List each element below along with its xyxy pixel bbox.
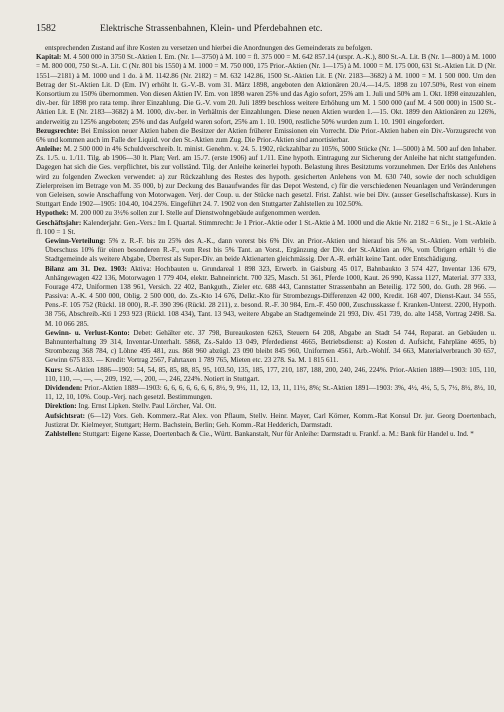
running-title: Elektrische Strassenbahnen, Klein- und Pferdebahnen etc. [100,23,323,34]
paragraph [36,209,496,218]
section-label: Geschäftsjahr: [36,218,82,227]
section-text: Bei Emission neuer Aktien haben die Besitzer der Aktien früherer Emissionen ein Vorrecht. Die Prior.-Aktien haben ein Div.-Vorzugsrecht von 6% und kommen auch im Falle der Liquid. vor den St.-Aktien zum Zug. Die Prior.-Aktien sind amortisierbar. [36,126,496,144]
paragraph [36,265,496,329]
paragraph [36,53,496,127]
section-label: Gewinn- u. Verlust-Konto: [45,328,130,337]
paragraph [36,44,496,53]
section-text: Prior.-Aktien 1889—1903: 6, 6, 6, 6, 6, 6, 6, 8½, 9, 9½, 11, 12, 13, 11, 11½, 8%; St.-Aktien 1891—1903: 3%, 4½, 4½, 5, 5, 7½, 8½, 8½, 10, 11, 12, 10, 10%. Coup.-Verj. nach gesetzl. Bestimmungen. [45,383,496,402]
paragraph [36,127,496,145]
section-label: Bilanz am 31. Dez. 1903: [45,264,127,273]
section-label: Kapital: [36,53,62,62]
paragraph [36,402,496,411]
section-label: Hypothek: [36,209,69,218]
section-text: 5% z. R.-F. bis zu 25% des A.-K., dann vorerst bis 6% Div. an Prior.-Aktien und hierauf bis 5% an St.-Aktien. Vom verbleib. Überschuss 10% für einen besonderen R.-F., vom Rest bis 5% Tant. an Vorst., Ergänzung der Div. der St.-Aktien an 6%, vom Übrigen erhält ½ die Stadtgemeinde als weitere Abgabe, Überrest als Super-Div. an beide Aktienarten gleichmässig. Der A.-R. erhält keine Tant. oder Entschädigung. [45,236,496,264]
section-label: Dividenden: [45,383,83,392]
section-text: M. 2 500 000 in 4% Schuldverschreib. lt. minist. Genehm. v. 24. 5. 1902, rückzahlbar zu 105%, 5000 Stücke (Nr. 1—5000) à M. 500 auf den Inhaber. Zs. 1./5. u. 1./11. Tilg. ab 1906—30 lt. Plan; Verl. am 15./7. (erste 1906) auf 1./11. Eine hypoth. Eintragung zur Sicherung der Anleihe hat nicht stattgefunden. Dagegen hat sich die Ges. verpflichtet, bis zur vollständ. Tilg. der Anleihe keinerlei hypoth. Belastung ihres Besitztums vorzunehmen. Der Erlös des Anlehens wird zu folgenden Zwecken verwendet: a) zur Rückzahlung des Restes des hypoth. gesicherten Anlehens von M. 630 740, sowie der noch schuldigen Zielerpreisen im Betrage von M. 35 000, b) zur Deckung des Bauaufwandes für das Depot Westend, c) für die verschiedenen Neuanlagen und Veränderungen von Geleisen, sowie Anschaffung von Motorwagen. Verj. der Coup. u. der Stücke nach gesetzl. Frist. Zahlst. wie bei Div. (ausser Gesellschaftskasse). Kurs in Stuttgart Ende 1902—1905: 104.40, 104.25%. Eingeführt 24. 7. 1902 von den Stuttgarter Zahlstellen zu 102.50%. [36,145,496,209]
section-text: (6—12) Vors. Geh. Kommerz.-Rat Alex. von Pflaum, Stellv. Heinr. Mayer, Carl Körner, Komm.-Rat Konsul Dr. jur. Georg Doertenbach, Justizrat Dr. Kielmeyer, Stuttgart; Herm. Bachstein, Berlin; Geh. Komm.-Rat Hedderich, Darmstadt. [45,411,496,429]
section-text: St.-Aktien 1886—1903: 54, 54, 85, 85, 88, 85, 95, 103.50, 135, 185, 177, 210, 187, 188, 200, 240, 246, 224%. Prior.-Aktien 1889—1903: 105, 110, 110, 110, —, —, —, 209, 192, —, 200, —, 246, 224%. Notiert in Stuttgart. [45,365,496,383]
paragraph [36,430,496,439]
section-text: Kalenderjahr. Gen.-Vers.: Im I. Quartal. Stimmrecht: Je 1 Prior.-Aktie oder 1 St.-Aktie à M. 1000 und die Aktie Nr. 2182 = 6 St., je 1 St.-Aktie à fl. 100 = 1 St. [36,218,496,236]
paragraph [36,219,496,237]
section-text: Stuttgart: Eigene Kasse, Doertenbach & Cie., Württ. Bankanstalt, Nur für Anleihe: Darmstadt u. Frankf. a. M.: Bank für Handel u. Ind. * [81,429,474,438]
paragraph [36,329,496,366]
paragraph [36,145,496,209]
section-text: Debet: Gehälter etc. 37 798, Bureaukosten 6263, Steuern 64 208, Abgabe an Stadt 54 744, Reparat. an Gebäuden u. Bahnunterhaltung 39 314, Inventar-Unterhalt. 5868, Zs.-Saldo 13 049, Pferdedienst 4665, Betriebsdienst: a) Kosten d. Aufsicht, Fahrpläne 4695, b) Strombezug 368 784, c) Löhne 495 481, zus. 868 960 abzügl. 23 090 bleibt 845 960, Uniformen 4561, Arb.-Wohlf. 34 663, Materialverbrauch 30 657, Gewinn 675 833. — Kredit: Vortrag 2567, Fahrtaxen 1 789 765, Mieten etc. 23 278. Sa. M. 1 815 611. [45,328,496,365]
paragraph [36,237,496,265]
section-label: Aufsichtsrat: [45,411,86,420]
section-text: Ing. Ernst Lipken. Stellv. Paul Lörcher, Val. Ott. [76,402,217,411]
paragraph [36,366,496,384]
section-label: Direktion: [45,402,77,411]
section-label: Zahlstellen: [45,429,82,438]
paragraph [36,412,496,430]
section-label: Bezugsrechte: [36,126,79,135]
section-text: Aktiva: Hochbauten u. Grundareal 1 898 323, Erwerb. in Gaisburg 45 017, Bahnbaukto 3 574 427, Inventar 136 679, Anhängewagen 422 136, Motorwagen 1 779 404, elektr. Bahneinricht. 700 325, Masch. 51 361, Pferde 1000, Kaut. 26 990, Kassa 1127, Material. 377 333, Fourage 472, Uniformen 138 961, Versich. 22 402, Bankguth., Zieler etc. 688 443, Cannstatter Strassenbahn an Beteilig. 172 500, do. Guth. 28 966. — Passiva: A.-K. 4 500 000, Oblig. 2 500 000, do. Zs.-Kto 14 676, Delkr.-Kto für Strombezugs-Differenzen 42 000, Kredit. 168 407, Dienst-Kaut. 34 555, Pens.-F. 105 752 (Rückl. 18 000), R.-F. 390 396 (Rückl. 28 211), z. besond. R.-F. 30 984, Ern.-F. 450 000, Zuschusskasse f. Kranken-Unterst. 2200, Hypoth. 38 756, Abschreib.-Kti 1 293 923 (Rückl. 108 434), Tant. 13 943, weitere Abgabe an Stadtgemeinde 21 993, Div. 451 739, do. alte 1458, Vortrag 2498. Sa. M. 10 066 285. [45,264,497,328]
section-label: Kurs: [45,365,63,374]
section-label: Gewinn-Verteilung: [45,236,106,245]
running-header [36,22,498,36]
section-text: entsprechenden Zustand auf ihre Kosten zu versetzen und hierbei die Anordnungen des Gemeinderats zu befolgen. [45,44,373,52]
section-label: Anleihe: [36,145,62,154]
paragraph [36,384,496,402]
section-text: M. 4 500 000 in 3750 St.-Aktien I. Em. (Nr. 1—3750) à M. 100 = fl. 375 000 = M. 642 857.14 (urspr. A.-K.), 800 St.-A. Lit. B (Nr. 1—800) à M. 1000 = M. 800 000, 750 St.-A. Lit. C (Nr. 801 bis 1550) à M. 1000 = M. 750 000, 175 Prior.-Aktien (Nr. 1—175) à M. 1000 = M. 175 000, 631 St.-Aktien Lit. D (Nr. 1551—2181) à M. 1000 und 1 do. à M. 1142.86 (Nr. 2182) = M. 632 142.86, 1500 St.-Aktien Lit. E (Nr. 2183—3682) à M. 1000 = M. 1 500 000. Um den Betrag der St.-Aktien Lit. D (Em. IV) erhöht lt. G.-V.-B. vom 31. März 1898, angeboten den Aktionären 20./4.—14./5. 1898 zu 107.50%, Rest von einem Konsortium zu 150% übernommen. Von diesen Aktien IV. Em. von 1898 waren 25% und das Agio sofort, 25% am 1. Juli und 50% am 1. Okt. 1898 einzuzahlen, div.-ber. für 1898 pro rata temp. ihrer Einzahlung. Die G.-V. vom 20. Juli 1899 beschloss weitere Erhöhung um M. 1 500 000 (auf M. 4 500 000) in 1500 St.-Aktien Lit. E (Nr. 2183—3682) à M. 1000, div.-ber. in Verhältnis der Einzahlungen. Diese neuen Aktien wurden 1.—15. Okt. 1899 den Aktionären zu 126%, anderweitig zu 125% angeboten; 25% und das Aufgeld waren sofort, 25% am 1. 10. 1900, restliche 50% wurden zum 1. 10. 1901 eingefordert. [36,53,496,126]
section-text: M. 200 000 zu 3½% sollen zur I. Stelle auf Dienstwohngebäude aufgenommen werden. [68,209,321,218]
document-body [36,44,496,439]
page-number: 1582 [36,23,56,34]
